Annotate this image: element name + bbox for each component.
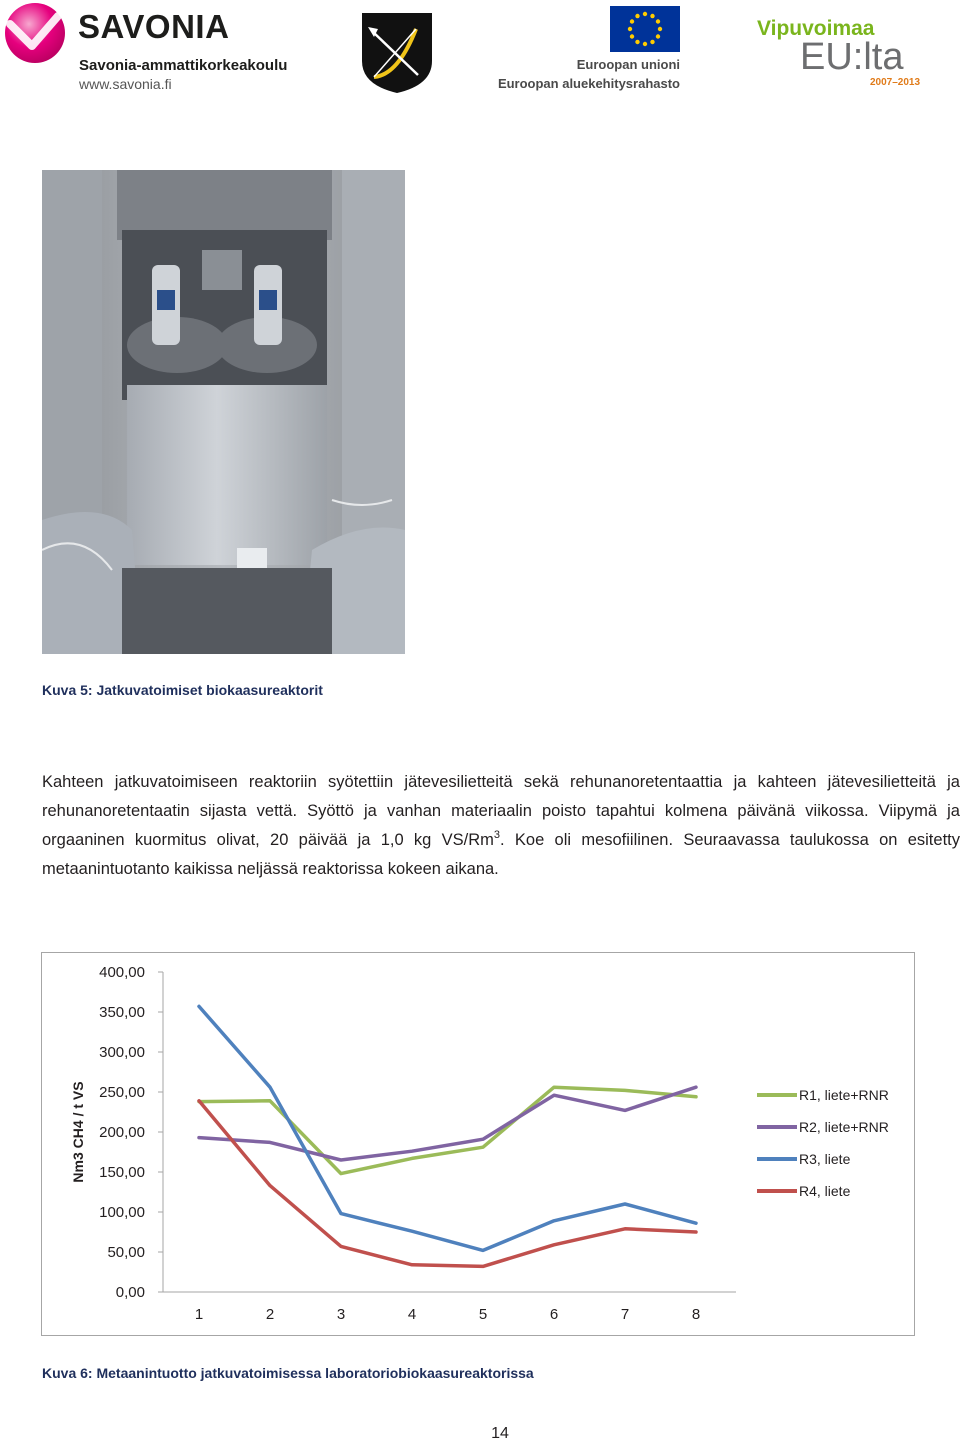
data-point: [553, 1219, 556, 1222]
data-point: [340, 1159, 343, 1162]
x-tick-label: 2: [265, 1306, 275, 1323]
x-tick-label: 6: [549, 1306, 559, 1323]
y-tick-label: 350,00: [99, 1004, 145, 1021]
legend-label: R3, liete: [799, 1151, 851, 1167]
data-point: [411, 1157, 414, 1160]
figure6-caption: Kuva 6: Metaanintuotto jatkuvatoimisessa laboratoriobiokaasureaktorissa: [42, 1365, 534, 1381]
y-tick-label: 50,00: [107, 1244, 145, 1261]
y-tick-label: 100,00: [99, 1204, 145, 1221]
y-tick-label: 300,00: [99, 1044, 145, 1061]
legend-label: R1, liete+RNR: [799, 1087, 889, 1103]
data-point: [340, 1172, 343, 1175]
body-paragraph: [42, 768, 960, 884]
y-tick-label: 150,00: [99, 1164, 145, 1181]
data-point: [411, 1263, 414, 1266]
vipuvoimaa-logo-eu: EU:lta: [800, 36, 904, 78]
data-point: [198, 1099, 201, 1102]
x-tick-label: 4: [407, 1306, 417, 1323]
data-point: [269, 1099, 272, 1102]
y-tick-label: 200,00: [99, 1124, 145, 1141]
body-paragraph-part2: . Koe oli mesofiilinen. Seuraavassa taulukossa on esitetty metaanintuotanto kaikissa neljässä reaktorissa kokeen aikana.: [42, 831, 960, 878]
eu-logo-line1: Euroopan unioni: [576, 57, 680, 72]
data-point: [198, 1136, 201, 1139]
eu-star: [643, 42, 647, 46]
vipuvoimaa-logo-title: Vipuvoimaa: [757, 17, 875, 40]
data-point: [553, 1243, 556, 1246]
savonia-logo-subtitle: Savonia-ammattikorkeakoulu: [79, 57, 288, 74]
data-point: [269, 1184, 272, 1187]
eu-star: [650, 14, 654, 18]
y-tick-label: 250,00: [99, 1084, 145, 1101]
data-point: [695, 1086, 698, 1089]
savonia-heart-icon: [2, 2, 68, 64]
eu-star: [650, 40, 654, 44]
x-tick-label: 1: [194, 1306, 204, 1323]
data-point: [269, 1141, 272, 1144]
x-tick-label: 7: [620, 1306, 630, 1323]
body-paragraph-part1: Kahteen jatkuvatoimiseen reaktoriin syötettiin jätevesilietteitä sekä rehunanoretentaattia ja kahteen jätevesilietteitä ja rehunanoretentaatin sijasta vettä. Syöttö ja vanhan materiaalin poisto tapahtui kolmena päivänä viikossa. Viipymä ja orgaaninen kuormitus olivat, 20 päivää ja 1,0 kg VS/Rm: [42, 773, 960, 849]
y-tick-label: 0,00: [115, 1284, 145, 1301]
x-tick-label: 5: [478, 1306, 488, 1323]
eu-flag-icon: [610, 6, 680, 52]
legend-label: R2, liete+RNR: [799, 1119, 889, 1135]
data-point: [482, 1146, 485, 1149]
data-point: [198, 1005, 201, 1008]
data-point: [695, 1231, 698, 1234]
body-superscript: 3: [493, 829, 501, 841]
eu-star: [658, 27, 662, 31]
data-point: [695, 1095, 698, 1098]
legend-label: R4, liete: [799, 1183, 851, 1199]
data-point: [624, 1109, 627, 1112]
data-point: [695, 1222, 698, 1225]
x-tick-label: 3: [336, 1306, 346, 1323]
eu-star: [630, 19, 634, 23]
eu-star: [643, 12, 647, 16]
figure5-caption: Kuva 5: Jatkuvatoimiset biokaasureaktorit: [42, 682, 323, 698]
eu-star: [656, 19, 660, 23]
data-point: [482, 1249, 485, 1252]
y-tick-label: 400,00: [99, 964, 145, 981]
data-point: [269, 1086, 272, 1089]
data-point: [624, 1227, 627, 1230]
eu-logo-line2: Euroopan aluekehitysrahasto: [497, 76, 680, 91]
x-tick-label: 8: [691, 1306, 701, 1323]
eu-star: [630, 34, 634, 38]
data-point: [340, 1245, 343, 1248]
savonia-logo-name: SAVONIA: [78, 8, 230, 45]
eu-star: [628, 27, 632, 31]
eu-star: [635, 40, 639, 44]
eu-star: [656, 34, 660, 38]
chart-frame: [42, 953, 915, 1336]
data-point: [482, 1265, 485, 1268]
municipal-crest-icon: [360, 11, 434, 95]
data-point: [553, 1094, 556, 1097]
data-point: [553, 1086, 556, 1089]
data-point: [624, 1089, 627, 1092]
data-point: [482, 1138, 485, 1141]
data-point: [411, 1230, 414, 1233]
eu-star: [635, 14, 639, 18]
data-point: [411, 1150, 414, 1153]
vipuvoimaa-logo-years: 2007–2013: [870, 77, 921, 88]
biogas-reactors-photo: [42, 170, 405, 654]
methane-production-chart: [41, 952, 915, 1336]
data-point: [340, 1212, 343, 1215]
savonia-logo-url: www.savonia.fi: [79, 76, 172, 92]
y-axis-title: Nm3 CH4 / t VS: [70, 1081, 86, 1183]
page-number: 14: [491, 1425, 509, 1442]
data-point: [624, 1203, 627, 1206]
